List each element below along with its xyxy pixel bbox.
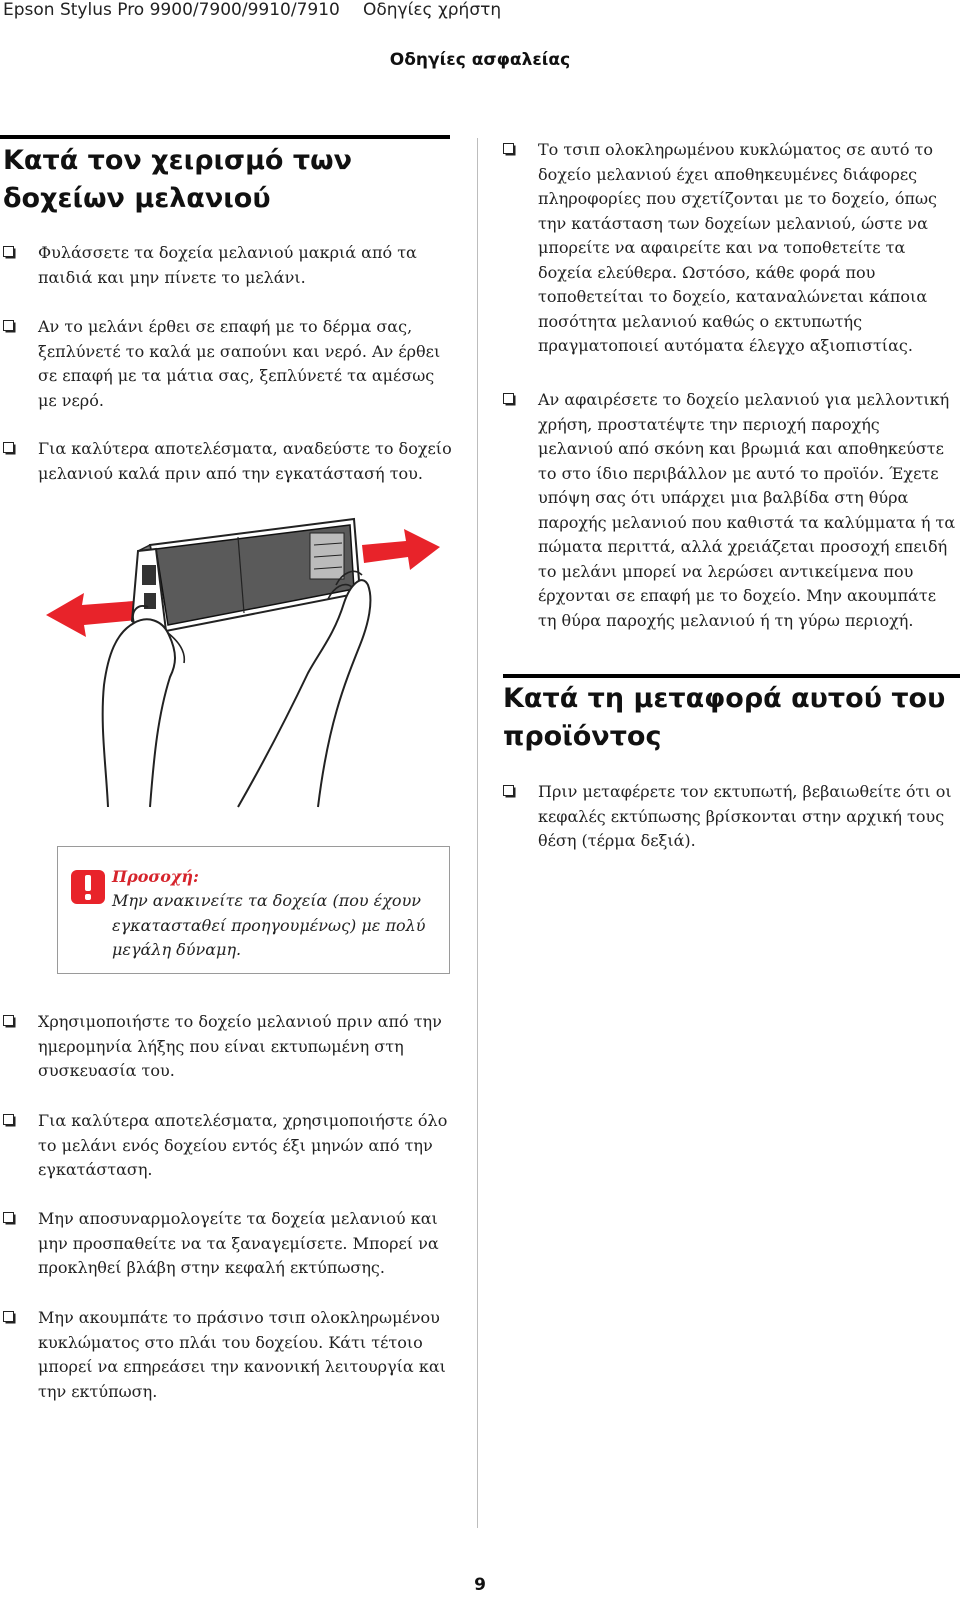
section-rule-left <box>0 135 450 139</box>
exclamation-icon <box>70 869 106 905</box>
bullet-item: Χρησιμοποιήστε το δοχείο μελανιού πριν από την ημερομηνία λήξης που είναι εκτυπωμένη στη συσκευασία του. <box>3 1010 453 1084</box>
caution-title: Προσοχή: <box>112 867 199 886</box>
section-heading-transport: Κατά τη μεταφορά αυτού του προϊόντος <box>503 683 946 752</box>
section-rule-right <box>503 674 960 678</box>
caution-box <box>57 846 450 974</box>
bullet-item: Μην ακουμπάτε το πράσινο τσιπ ολοκληρωμένου κυκλώματος στο πλάι του δοχείου. Κάτι τέτοιο μπορεί να επηρεάσει την κανονική λειτουργία και την εκτύπωση. <box>3 1306 453 1404</box>
checkbox-bullet-icon <box>503 393 516 406</box>
header-product-name: Epson Stylus Pro 9900/7900/9910/7910 <box>3 0 340 20</box>
checkbox-bullet-icon <box>3 1015 16 1028</box>
caution-text: Μην ανακινείτε τα δοχεία (που έχουν εγκατασταθεί προηγουμένως) με πολύ μεγάλη δύναμη. <box>112 891 426 959</box>
checkbox-bullet-icon <box>3 246 16 259</box>
header-section-title: Οδηγίες ασφαλείας <box>389 50 571 70</box>
bullet-item: Πριν μεταφέρετε τον εκτυπωτή, βεβαιωθείτε ότι οι κεφαλές εκτύπωσης βρίσκονται στην αρχική τους θέση (τέρμα δεξιά). <box>503 780 958 854</box>
bullet-item: Για καλύτερα αποτελέσματα, χρησιμοποιήστε όλο το μελάνι ενός δοχείου εντός έξι μηνών από την εγκατάσταση. <box>3 1109 453 1183</box>
bullet-item: Αν αφαιρέσετε το δοχείο μελανιού για μελλοντική χρήση, προστατέψτε την περιοχή παροχής μελανιού από σκόνη και βρωμιά και αποθηκεύστε το στο ίδιο περιβάλλον με αυτό το προϊόν. Έχετε υπόψη σας ότι υπάρχει μια βαλβίδα στη θύρα παροχής μελανιού που καθιστά τα καλύμματα ή τα πώματα περιττά, αλλά χρειάζεται προσοχή επειδή το μελάνι μπορεί να λερώσει αντικείμενα που έρχονται σε επαφή με το δοχείο. Μην ακουμπάτε τη θύρα παροχής μελανιού ή τη γύρω περιοχή. <box>503 388 958 633</box>
checkbox-bullet-icon <box>503 785 516 798</box>
arrow-right-icon <box>362 529 440 570</box>
shake-cartridge-illustration <box>38 515 458 815</box>
bullet-item: Το τσιπ ολοκληρωμένου κυκλώματος σε αυτό το δοχείο μελανιού έχει αποθηκευμένες διάφορες πληροφορίες που σχετίζονται με το δοχείο, όπως την κατάσταση των δοχείων μελανιού, ώστε να μπορείτε να αφαιρείτε και να τοποθετείτε τα δοχεία ελεύθερα. Ωστόσο, κάθε φορά που τοποθετείται το δοχείο, καταναλώνεται κάποια ποσότητα μελανιού καθώς ο εκτυπωτής πραγματοποιεί αυτόματα έλεγχο αξιοπιστίας. <box>503 138 958 359</box>
checkbox-bullet-icon <box>3 1311 16 1324</box>
section-heading-ink-handling: Κατά τον χειρισμό των δοχείων μελανιού <box>3 145 352 214</box>
checkbox-bullet-icon <box>3 442 16 455</box>
checkbox-bullet-icon <box>3 320 16 333</box>
page-number: 9 <box>474 1575 486 1595</box>
bullet-item: Φυλάσσετε τα δοχεία μελανιού μακριά από τα παιδιά και μην πίνετε το μελάνι. <box>3 241 453 290</box>
bullet-item: Μην αποσυναρμολογείτε τα δοχεία μελανιού και μην προσπαθείτε να τα ξαναγεμίσετε. Μπορεί να προκληθεί βλάβη στην κεφαλή εκτύπωσης. <box>3 1207 453 1281</box>
bullet-item: Αν το μελάνι έρθει σε επαφή με το δέρμα σας, ξεπλύνετέ το καλά με σαπούνι και νερό. Αν έρθει σε επαφή με τα μάτια σας, ξεπλύνετέ τα αμέσως με νερό. <box>3 315 453 413</box>
checkbox-bullet-icon <box>3 1212 16 1225</box>
header-guide-name: Οδηγίες χρήστη <box>363 0 502 20</box>
column-divider <box>477 138 478 1528</box>
bullet-item: Για καλύτερα αποτελέσματα, αναδεύστε το δοχείο μελανιού καλά πριν από την εγκατάστασή του. <box>3 437 453 486</box>
checkbox-bullet-icon <box>503 143 516 156</box>
checkbox-bullet-icon <box>3 1114 16 1127</box>
